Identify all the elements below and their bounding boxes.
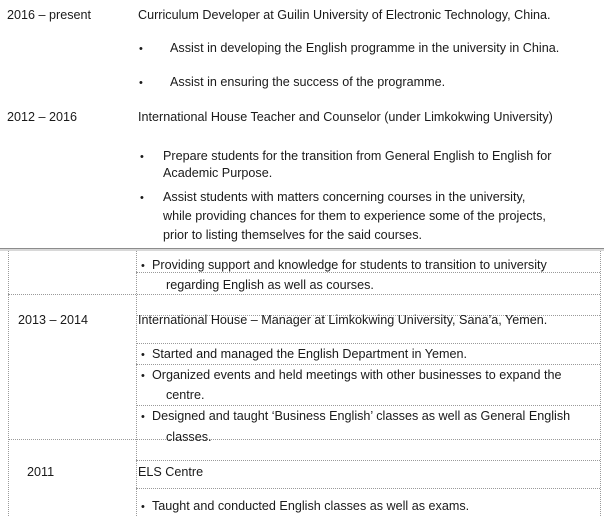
- entry-title: Curriculum Developer at Guilin University of Electronic Technology, China.: [138, 8, 551, 22]
- bullet-icon: •: [140, 192, 144, 204]
- page-lower-table: [0, 251, 604, 516]
- page-upper: [0, 0, 604, 248]
- bullet-icon: •: [139, 43, 143, 55]
- bullet-icon: •: [140, 151, 144, 163]
- bullet-text-line: while providing chances for them to experience some of the projects,: [163, 209, 546, 223]
- entry-title: ELS Centre: [138, 465, 204, 479]
- bullet-icon: •: [139, 77, 143, 89]
- entry-date: 2012 – 2016: [7, 110, 78, 124]
- bullet-text-line: Prepare students for the transition from General English to English for: [163, 149, 552, 163]
- table-gridline: [8, 251, 9, 516]
- entry-date: 2013 – 2014: [18, 313, 89, 327]
- bullet-text-line: Assist students with matters concerning courses in the university,: [163, 190, 526, 204]
- entry-title: International House Teacher and Counselor (under Limkokwing University): [138, 110, 553, 124]
- table-gridline: [600, 251, 601, 516]
- bullet-text: Assist in ensuring the success of the programme.: [170, 75, 446, 89]
- table-gridline: [136, 272, 600, 273]
- table-gridline: [136, 405, 600, 406]
- table-gridline: [8, 439, 600, 440]
- table-gridline: [136, 488, 600, 489]
- entry-date: 2011: [27, 465, 55, 479]
- bullet-text-line: Designed and taught ‘Business English’ classes as well as General English: [152, 409, 571, 423]
- bullet-text: Started and managed the English Department in Yemen.: [152, 347, 468, 361]
- bullet-text-line: prior to listing themselves for the said courses.: [163, 228, 422, 242]
- bullet-text-line: centre.: [166, 388, 205, 402]
- table-gridline: [136, 460, 600, 461]
- bullet-icon: •: [141, 370, 145, 382]
- bullet-text-line: Organized events and held meetings with other businesses to expand the: [152, 368, 562, 382]
- entry-date: 2016 – present: [7, 8, 92, 22]
- bullet-icon: •: [141, 501, 145, 513]
- entry-title: International House – Manager at Limkokwing University, Sana’a, Yemen.: [138, 313, 548, 327]
- bullet-icon: •: [141, 260, 145, 272]
- bullet-icon: •: [141, 411, 145, 423]
- table-gridline: [136, 251, 137, 516]
- bullet-text: Assist in developing the English programme in the university in China.: [170, 41, 560, 55]
- table-gridline: [136, 364, 600, 365]
- bullet-text-line: Academic Purpose.: [163, 166, 273, 180]
- bullet-text-line: regarding English as well as courses.: [166, 278, 374, 292]
- bullet-text: Taught and conducted English classes as well as exams.: [152, 499, 470, 513]
- bullet-text-line: Providing support and knowledge for students to transition to university: [152, 258, 547, 272]
- bullet-icon: •: [141, 349, 145, 361]
- table-gridline: [136, 343, 600, 344]
- table-gridline: [8, 294, 600, 295]
- bullet-text-line: classes.: [166, 430, 212, 444]
